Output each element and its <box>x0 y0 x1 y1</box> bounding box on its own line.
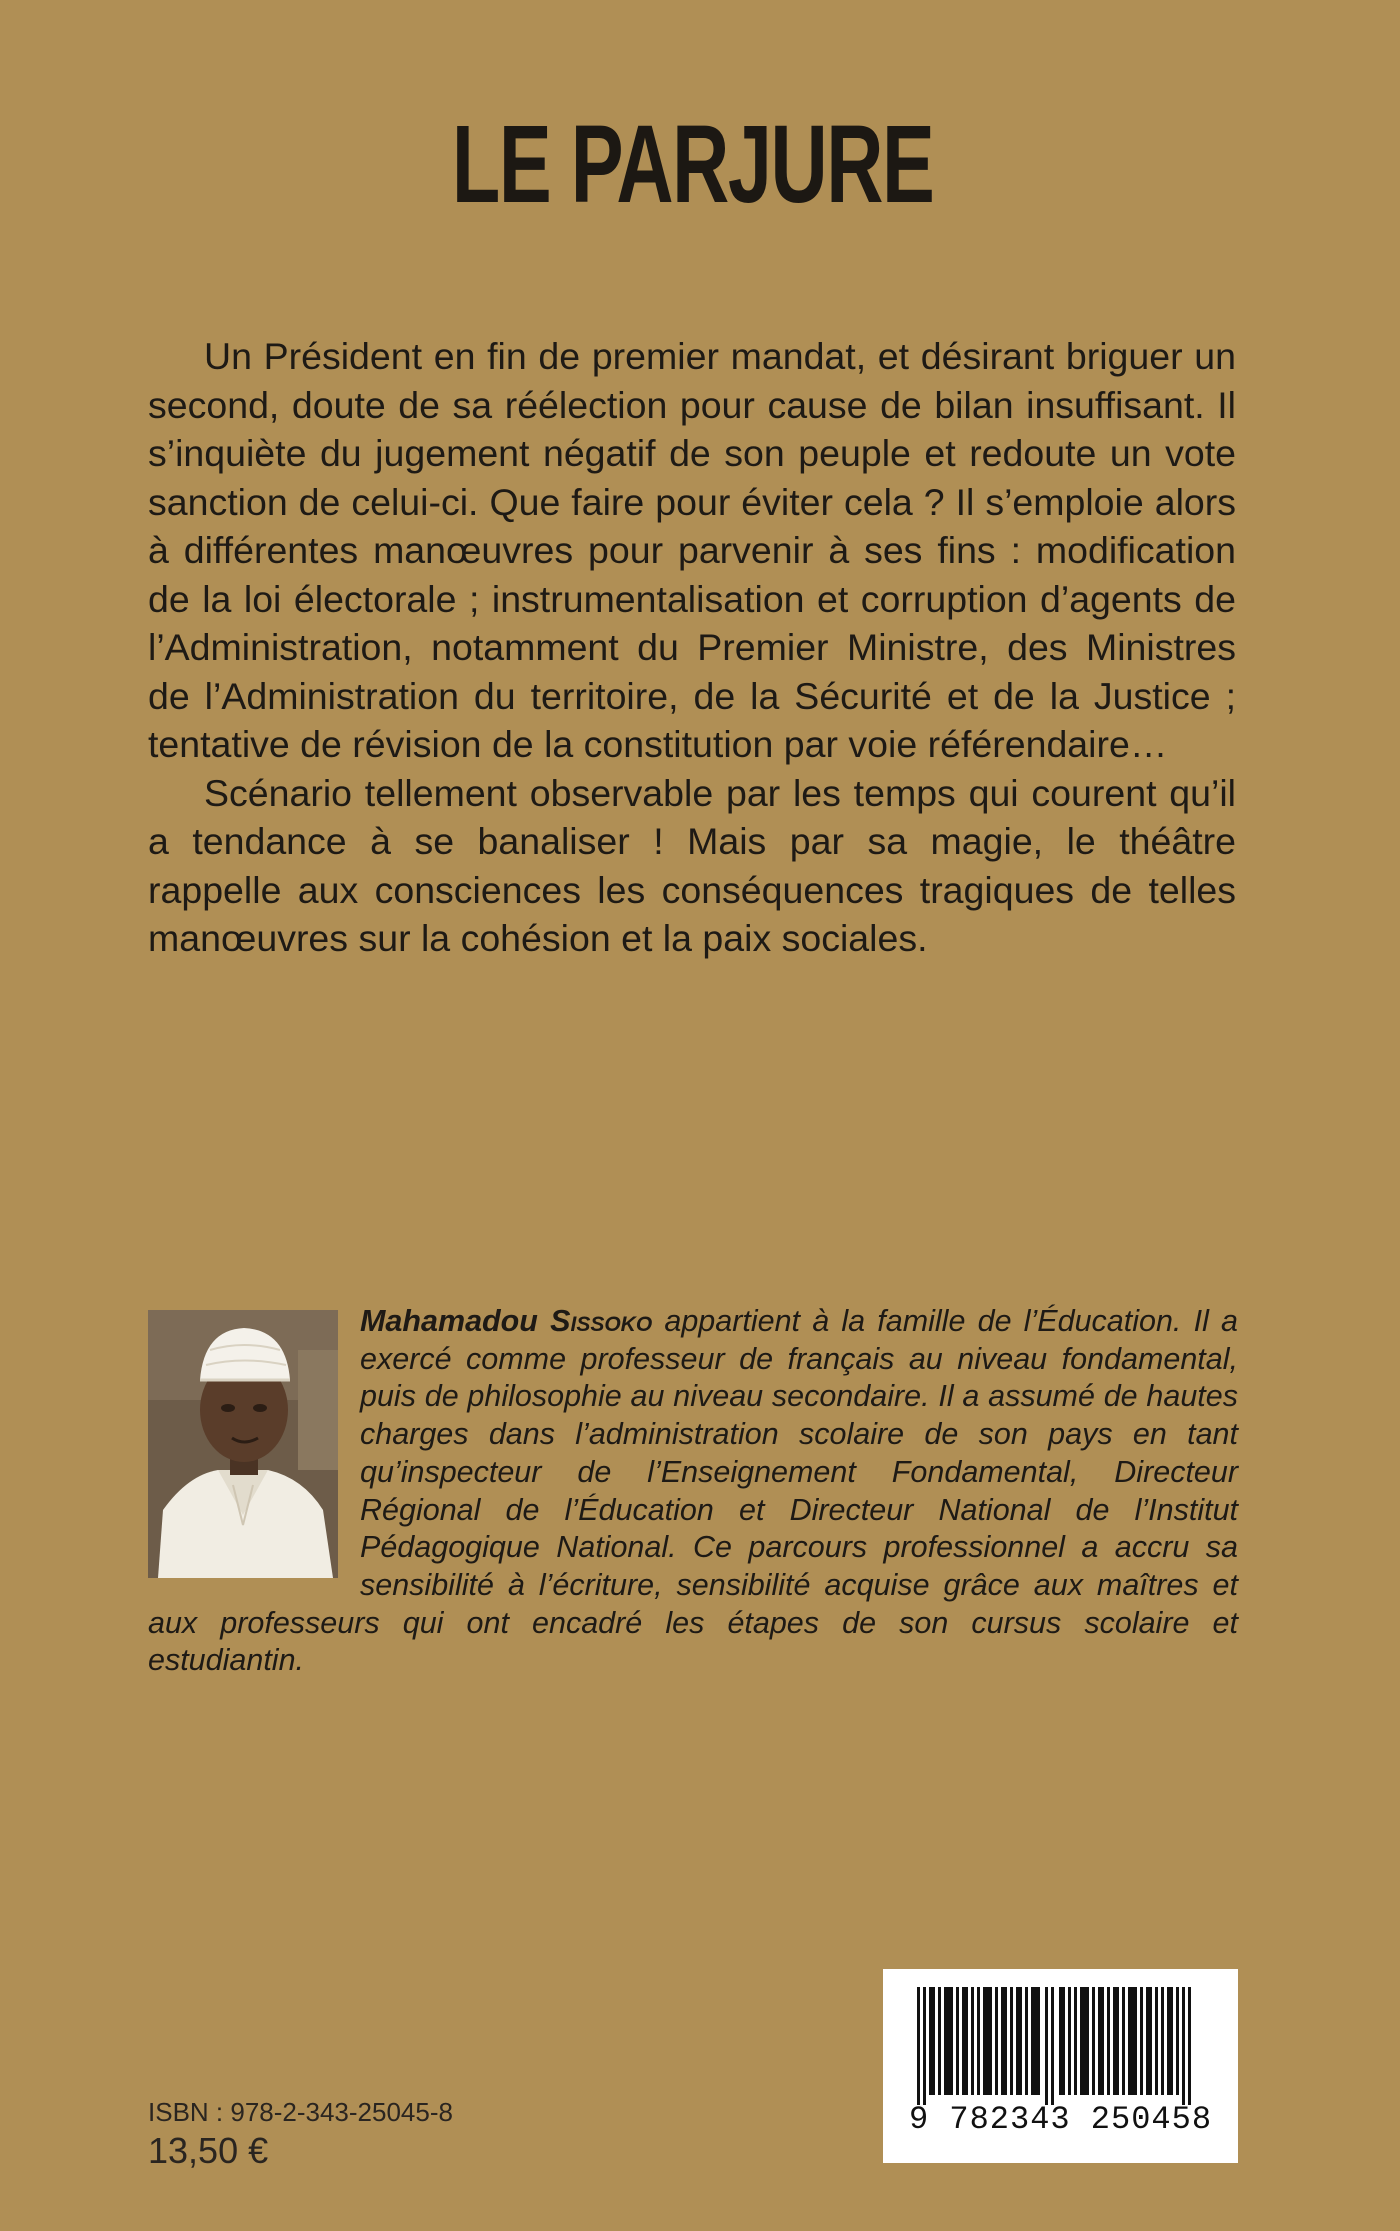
barcode <box>883 1969 1238 2163</box>
author-bio-text: appartient à la famille de l’Éducation. Il a exercé comme professeur de français au niveau fondamental, puis de philosophie au niveau secondaire. Il a assumé de hautes charges dans l’administration scolaire de son pays en tant qu’inspecteur de l’Enseignement Fondamental, Directeur Régional de l’Éducation et Directeur National de l’Institut Pédagogique National. Ce parcours professionnel a accru sa sensibilité à l’écriture, sensibilité acquise grâce aux maîtres et aux professeurs qui ont encadré les étapes de son cursus scolaire et estudiantin. <box>148 1304 1238 1678</box>
barcode-digits: 9 782343 250458 <box>908 2101 1213 2138</box>
book-title: LE PARJURE <box>451 103 934 226</box>
blurb-paragraph-1: Un Président en fin de premier mandat, et désirant briguer un second, doute de sa réélection pour cause de bilan insuffisant. Il s’inquiète du jugement négatif de son peuple et redoute un vote sanction de celui-ci. Que faire pour éviter cela ? Il s’emploie alors à différentes manœuvres pour parvenir à ses fins : modification de la loi électorale ; instrumentalisation et corruption d’agents de l’Administration, notamment du Premier Ministre, des Ministres de l’Administration du territoire, de la Sécurité et de la Justice ; tentative de révision de la constitution par voie référendaire… <box>148 335 1236 765</box>
author-portrait-image <box>148 1310 338 1578</box>
author-surname: Sissoko <box>550 1304 653 1338</box>
price-label: 13,50 € <box>148 2130 269 2171</box>
back-cover-blurb <box>148 332 1236 963</box>
isbn-label: ISBN : 978-2-343-25045-8 <box>148 2097 453 2127</box>
author-first-name: Mahamadou <box>360 1304 538 1338</box>
blurb-paragraph-2: Scénario tellement observable par les temps qui courent qu’il a tendance à se banaliser ! Mais par sa magie, le théâtre rappelle aux consciences les conséquences tragiques de telles manœuvres sur la cohésion et la paix sociales. <box>148 771 1236 959</box>
author-photo <box>148 1310 338 1578</box>
